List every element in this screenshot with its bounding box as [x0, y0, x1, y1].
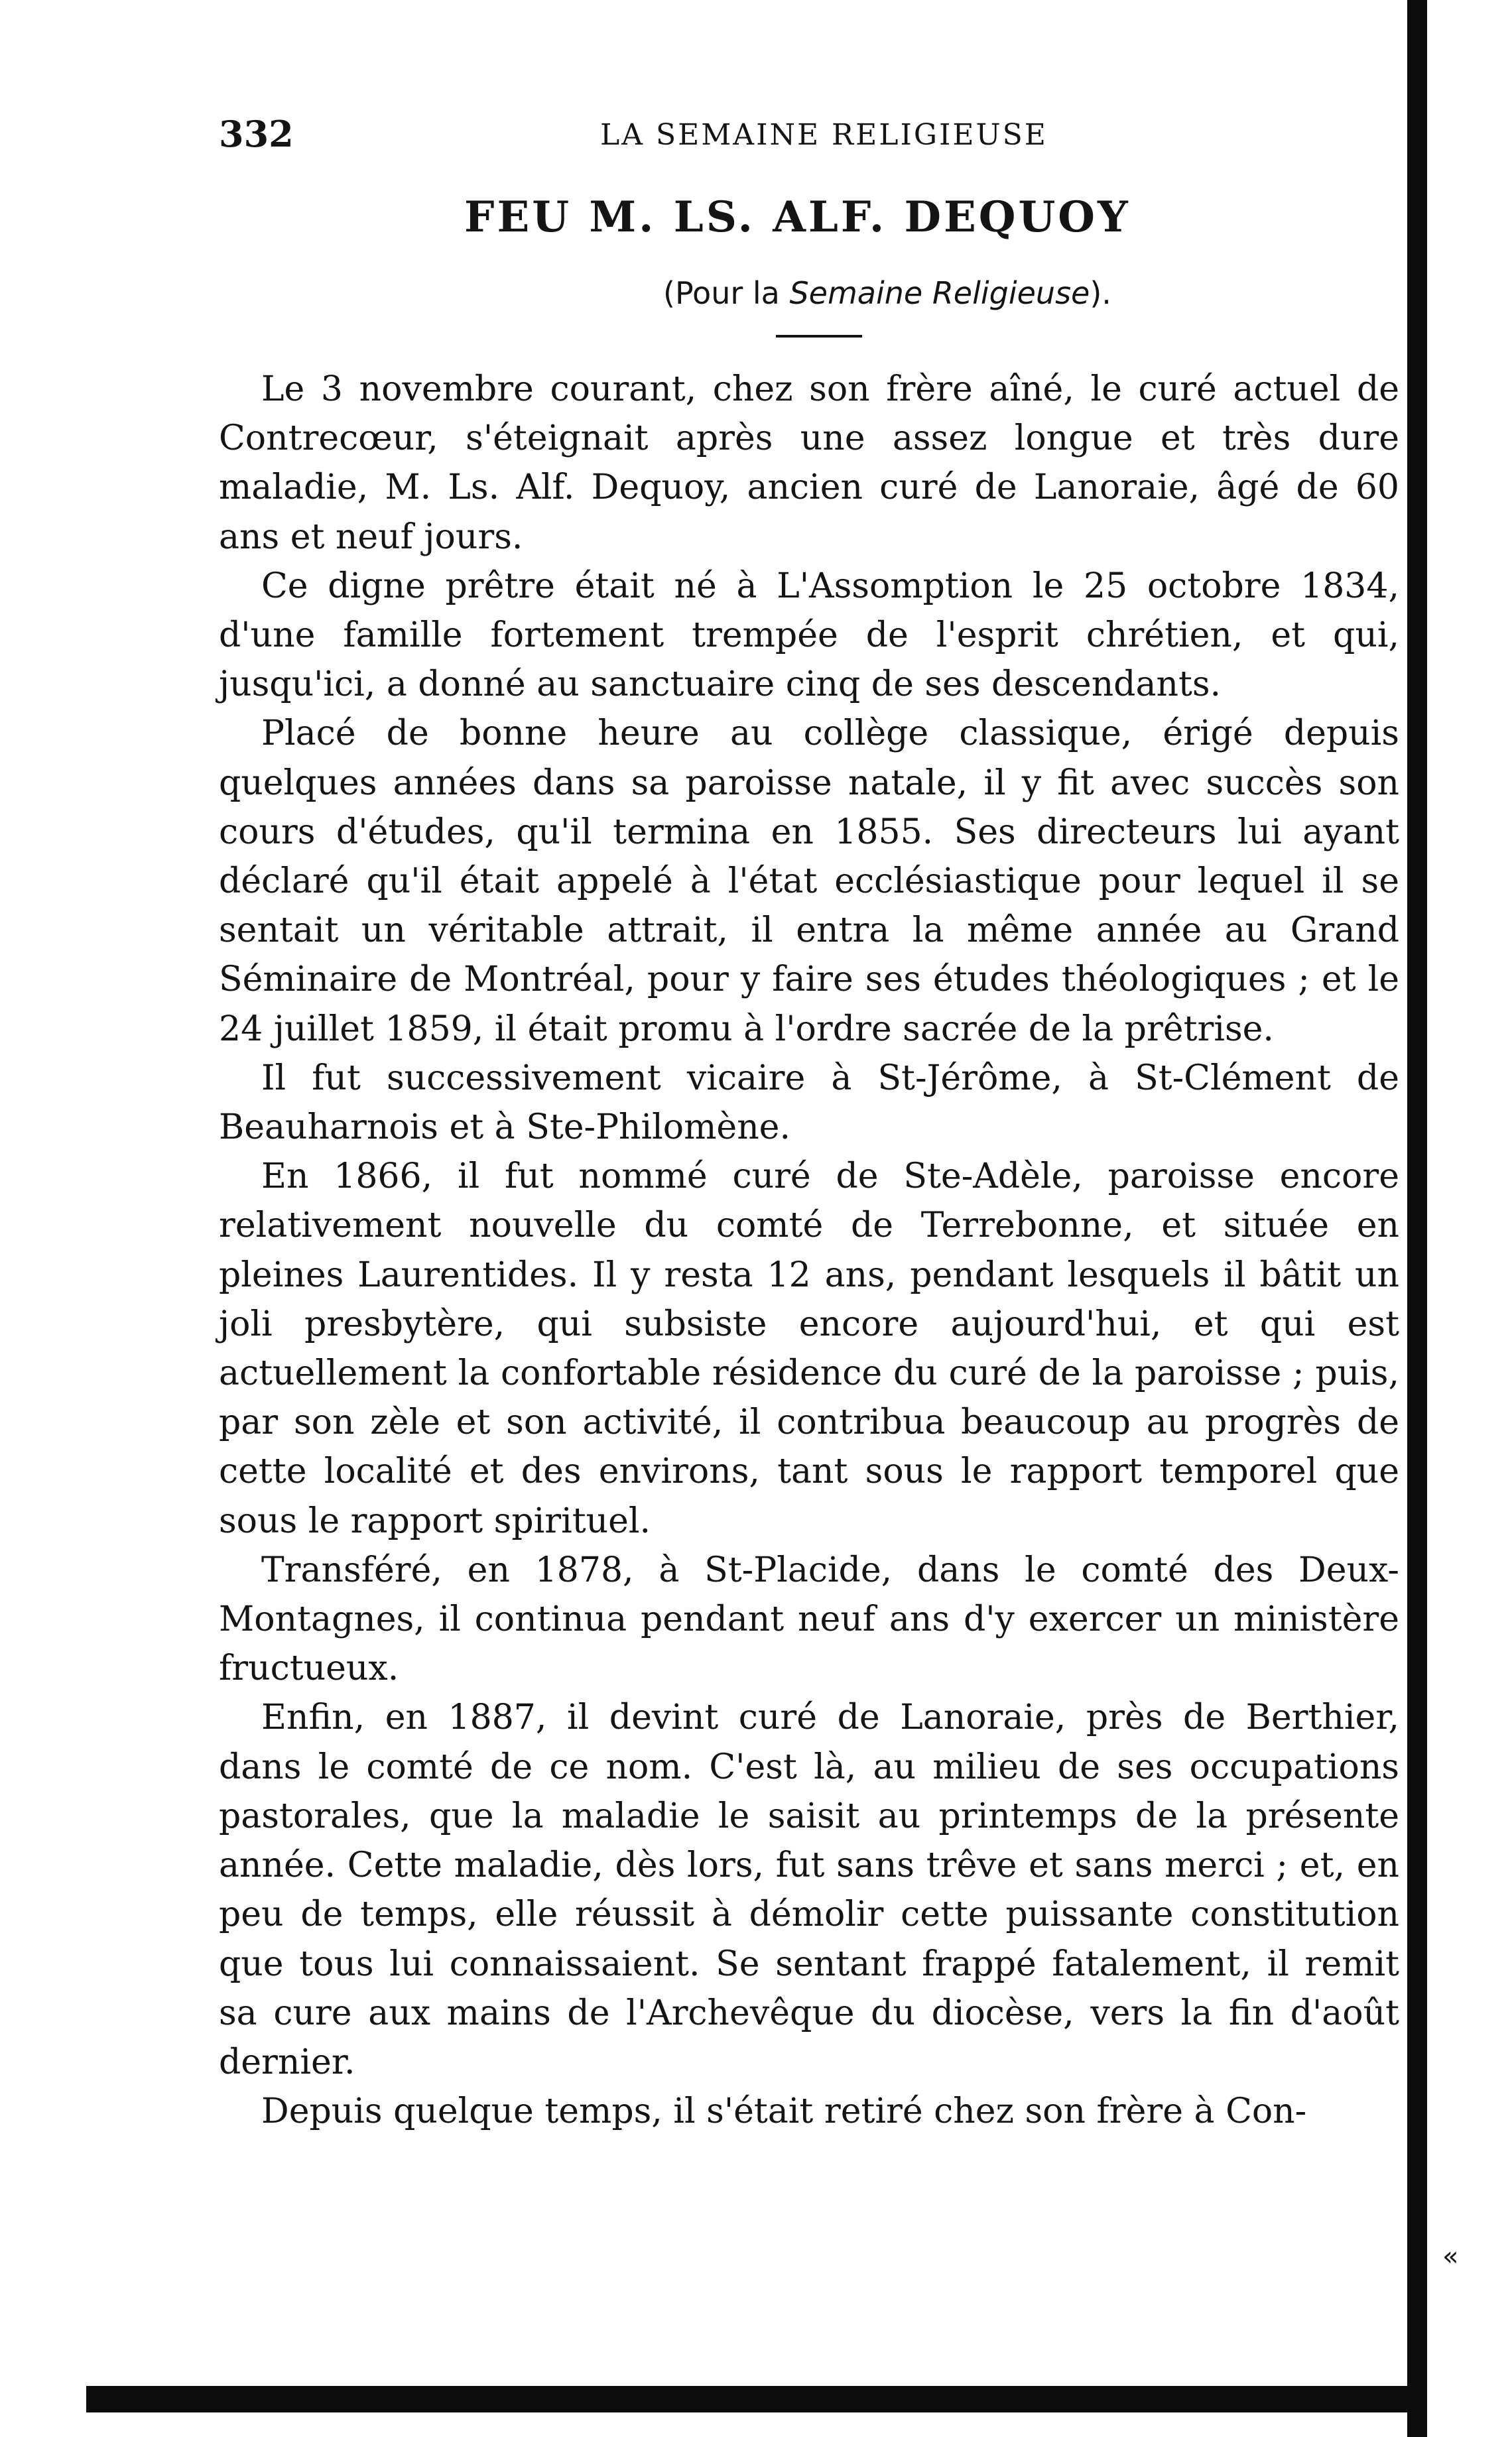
paragraph-2 — [219, 562, 1399, 710]
right-margin-rule — [1407, 0, 1427, 2437]
article-body — [219, 365, 1399, 2136]
margin-quote-mark: « — [1442, 2241, 1459, 2272]
bottom-margin-rule — [86, 2386, 1427, 2412]
paragraph-6-text: Transféré, en 1878, à St-Placide, dans le comté des Deux-Montagnes, il continua pendant neuf ans d'y exercer un ministère fructueux. — [219, 1550, 1399, 1689]
byline-suffix: ). — [1090, 275, 1111, 311]
paragraph-1 — [219, 365, 1399, 562]
byline-prefix: (Pour la — [663, 275, 790, 311]
paragraph-3 — [219, 709, 1399, 1053]
paragraph-8 — [219, 2087, 1399, 2136]
byline — [663, 275, 1111, 311]
byline-publication: Semaine Religieuse — [789, 275, 1090, 311]
paragraph-1-text: Le 3 novembre courant, chez son frère aîné, le curé actuel de Contrecœur, s'éteignait après une assez longue et très dure maladie, M. Ls. Alf. Dequoy, ancien curé de Lanoraie, âgé de 60 ans et neuf jours. — [219, 369, 1399, 557]
paragraph-4 — [219, 1054, 1399, 1152]
paragraph-8-text: Depuis quelque temps, il s'était retiré chez son frère à Con- — [261, 2092, 1307, 2132]
title-separator-rule — [776, 335, 862, 338]
paragraph-6 — [219, 1546, 1399, 1694]
paragraph-5-text: En 1866, il fut nommé curé de Ste-Adèle, paroisse encore relativement nouvelle du comté de Terrebonne, et située en pleines Laurentides. Il y resta 12 ans, pendant lesquels il bâtit un joli presbytère, qui subsiste encore aujourd'hui, et qui est actuellement la confortable résidence du curé de la paroisse ; puis, par son zèle et son activité, il contribua beaucoup au progrès de cette localité et des environs, tant sous le rapport temporel que sous le rapport spirituel. — [219, 1156, 1399, 1541]
paragraph-7 — [219, 1693, 1399, 2087]
paragraph-2-text: Ce digne prêtre était né à L'Assomption le 25 octobre 1834, d'une famille fortement trempée de l'esprit chrétien, et qui, jusqu'ici, a donné au sanctuaire cinq de ses descendants. — [219, 566, 1399, 705]
paragraph-3-text: Placé de bonne heure au collège classique, érigé depuis quelques années dans sa paroisse natale, il y fit avec succès son cours d'études, qu'il termina en 1855. Ses directeurs lui ayant déclaré qu'il était appelé à l'état ecclésiastique pour lequel il se sentait un véritable attrait, il entra la même année au Grand Séminaire de Montréal, pour y faire ses études théologiques ; et le 24 juillet 1859, il était promu à l'ordre sacrée de la prêtrise. — [219, 714, 1399, 1049]
paragraph-4-text: Il fut successivement vicaire à St-Jérôme, à St-Clément de Beauharnois et à Ste-Philomène. — [219, 1058, 1399, 1148]
running-head: LA SEMAINE RELIGIEUSE — [600, 118, 1048, 152]
paragraph-7-text: Enfin, en 1887, il devint curé de Lanoraie, près de Berthier, dans le comté de ce nom. C'est là, au milieu de ses occupations pastorales, que la maladie le saisit au printemps de la présente année. Cette maladie, dès lors, fut sans trêve et sans merci ; et, en peu de temps, elle réussit à démolir cette puissante constitution que tous lui connaissaient. Se sentant frappé fatalement, il remit sa cure aux mains de l'Archevêque du diocèse, vers la fin d'août dernier. — [219, 1698, 1399, 2082]
paragraph-5 — [219, 1152, 1399, 1546]
article-title: FEU M. LS. ALF. DEQUOY — [464, 192, 1131, 242]
page-number: 332 — [219, 113, 294, 155]
